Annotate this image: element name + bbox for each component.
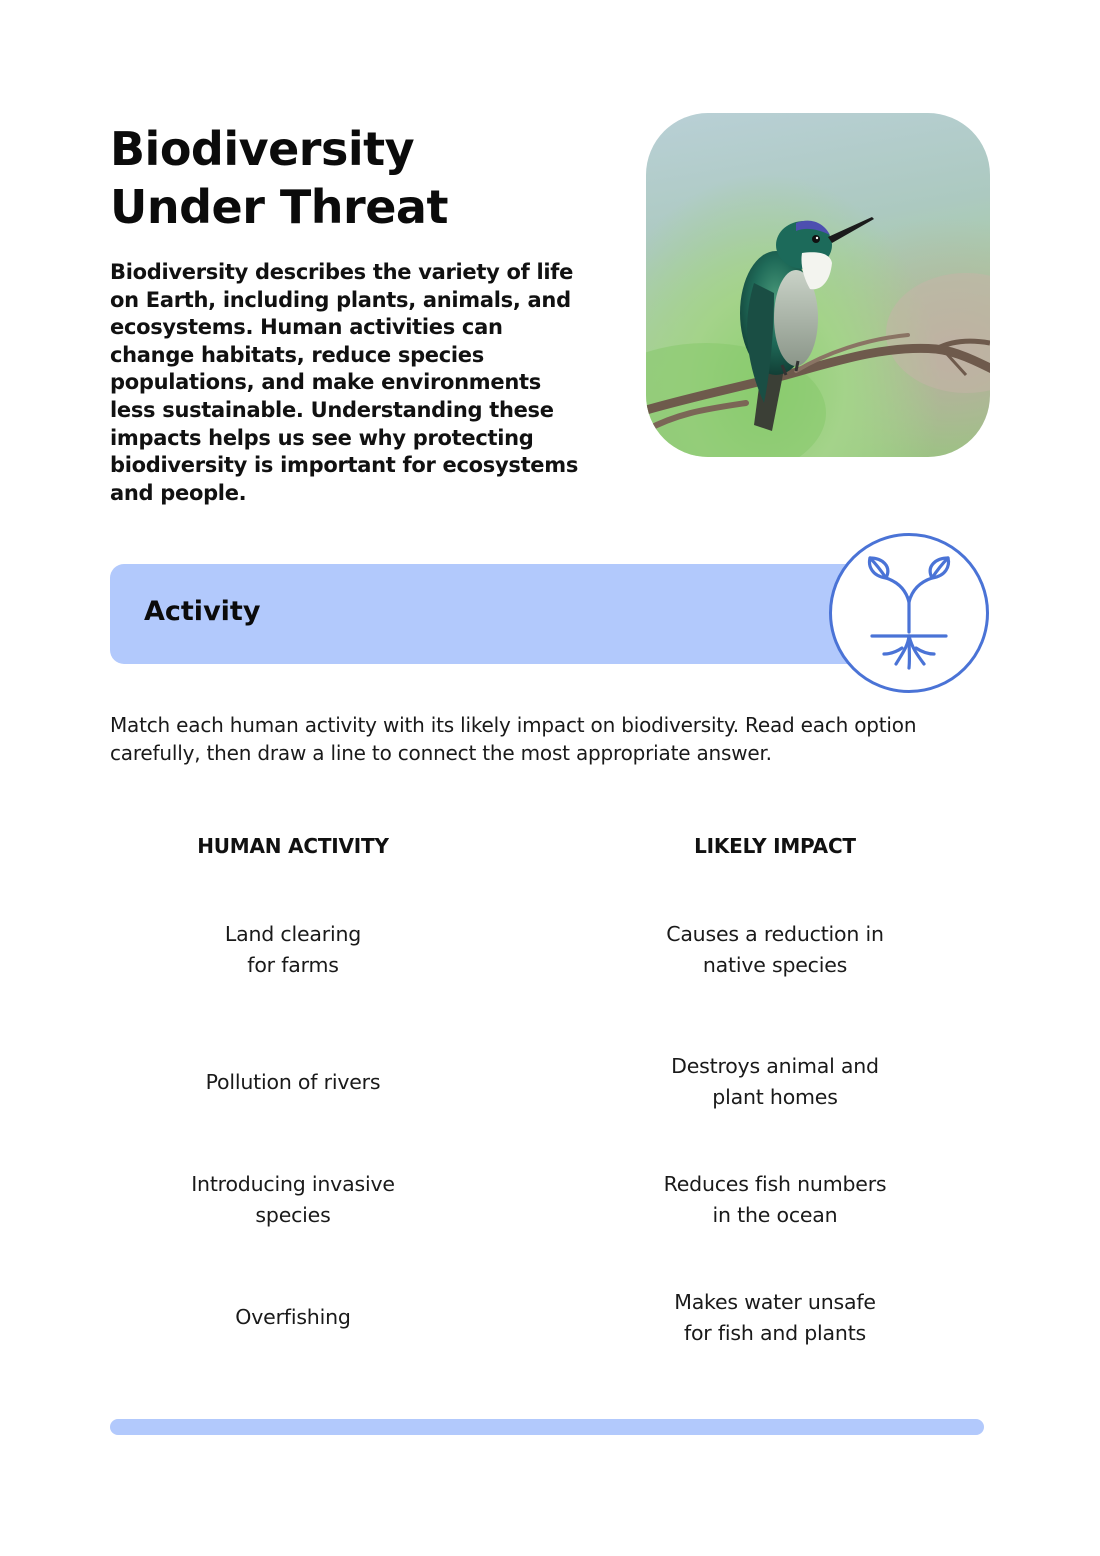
likely-impact-heading: LIKELY IMPACT	[694, 834, 856, 858]
human-activity-heading: HUMAN ACTIVITY	[197, 834, 389, 858]
impact-item[interactable]: Makes water unsafe for fish and plants	[674, 1290, 876, 1345]
impact-item[interactable]: Destroys animal and plant homes	[671, 1054, 879, 1109]
plant-sprout-icon	[829, 533, 989, 693]
activity-item[interactable]: Land clearing for farms	[224, 922, 362, 977]
activity-instructions: Match each human activity with its likely impact on biodiversity. Read each option carefully, then draw a line to connect the most appropriate answer.	[110, 713, 917, 765]
intro-paragraph: Biodiversity describes the variety of life on Earth, including plants, animals, and ecosystems. Human activities can change habitats, reduce species populations, and make environments less sustainable. Understanding these impacts helps us see why protecting biodiversity is important for ecosystems and people.	[110, 260, 579, 505]
activity-item[interactable]: Overfishing	[235, 1305, 351, 1329]
footer-divider	[110, 1419, 984, 1435]
title-line-2: Under Threat	[110, 180, 448, 234]
activity-heading: Activity	[144, 596, 261, 627]
title-line-1: Biodiversity	[110, 122, 415, 176]
activity-item[interactable]: Introducing invasive species	[191, 1172, 395, 1227]
page-title	[110, 120, 590, 236]
impact-item[interactable]: Causes a reduction in native species	[666, 922, 884, 977]
activity-item[interactable]: Pollution of rivers	[205, 1070, 381, 1094]
hummingbird-photo	[646, 113, 990, 457]
impact-item[interactable]: Reduces fish numbers in the ocean	[663, 1172, 887, 1227]
